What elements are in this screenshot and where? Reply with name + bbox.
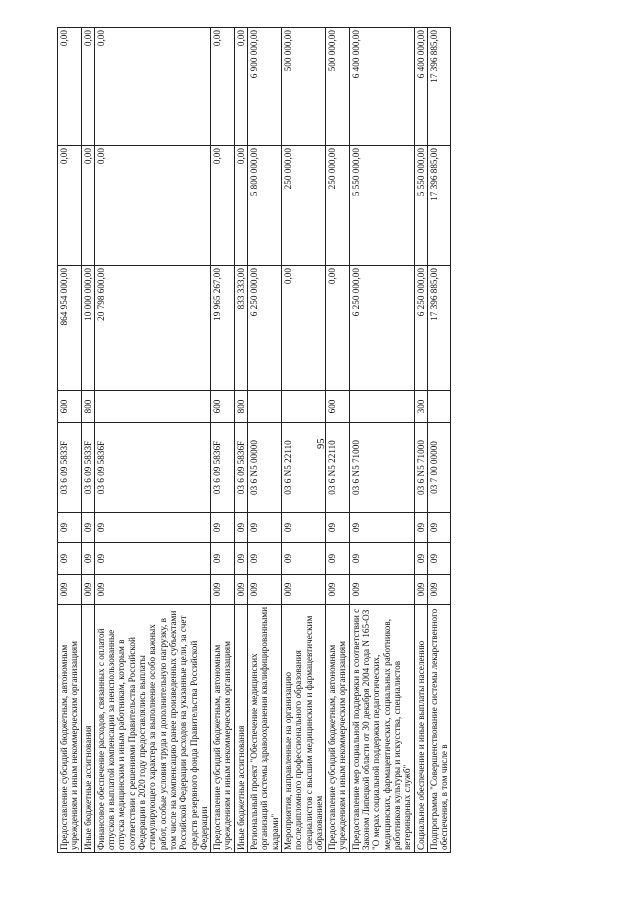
row-sum-2022-cell: 0,00	[81, 146, 94, 266]
row-sum-2021-cell: 864 954 000,00	[58, 266, 82, 391]
row-pr-cell: 09	[427, 513, 451, 543]
row-csr-cell: 03 6 N5 22110	[326, 423, 350, 513]
row-pr-cell: 09	[58, 513, 82, 543]
row-sum-2022-cell: 250 000,00	[326, 146, 350, 266]
row-gr-cell: 009	[427, 575, 451, 605]
row-sum-2022-cell: 0,00	[234, 146, 247, 266]
row-gr-cell: 009	[94, 575, 210, 605]
table-row	[234, 28, 247, 853]
row-name-cell: Социальное обеспечение и иные выплаты населению	[414, 605, 427, 853]
row-vr-cell	[248, 391, 282, 423]
row-gr-cell: 009	[211, 575, 235, 605]
row-vr-cell	[427, 391, 451, 423]
table-row	[326, 28, 350, 853]
page-number: 95	[316, 438, 327, 449]
row-rz-cell: 09	[58, 543, 82, 575]
row-sum-2021-cell: 6 250 000,00	[414, 266, 427, 391]
row-pr-cell: 09	[281, 513, 325, 543]
row-sum-2023-cell: 6 400 000,00	[414, 28, 427, 146]
row-sum-2021-cell: 19 965 267,00	[211, 266, 235, 391]
row-sum-2023-cell: 6 900 000,00	[248, 28, 282, 146]
table-row	[58, 28, 82, 853]
row-sum-2022-cell: 17 396 885,00	[427, 146, 451, 266]
budget-table	[57, 27, 451, 853]
table-row	[414, 28, 427, 853]
row-name-cell: Предоставление субсидий бюджетным, автономным учреждениям и иным некоммерческим организациям	[211, 605, 235, 853]
row-sum-2022-cell: 5 800 000,00	[248, 146, 282, 266]
row-sum-2021-cell: 6 250 000,00	[349, 266, 414, 391]
row-gr-cell: 009	[326, 575, 350, 605]
row-pr-cell: 09	[414, 513, 427, 543]
row-sum-2023-cell: 0,00	[94, 28, 210, 146]
row-csr-cell: 03 6 09 5833F	[58, 423, 82, 513]
row-csr-cell: 03 6 N5 22110	[281, 423, 325, 513]
row-gr-cell: 009	[414, 575, 427, 605]
table-row	[349, 28, 414, 853]
row-pr-cell: 09	[349, 513, 414, 543]
row-rz-cell: 09	[326, 543, 350, 575]
row-sum-2023-cell: 0,00	[58, 28, 82, 146]
row-gr-cell: 009	[248, 575, 282, 605]
row-csr-cell: 03 6 N5 71000	[414, 423, 427, 513]
row-gr-cell: 009	[281, 575, 325, 605]
row-pr-cell: 09	[248, 513, 282, 543]
row-name-cell: Иные бюджетные ассигнования	[81, 605, 94, 853]
row-rz-cell: 09	[248, 543, 282, 575]
row-rz-cell: 09	[94, 543, 210, 575]
row-csr-cell: 03 6 N5 00000	[248, 423, 282, 513]
row-sum-2023-cell: 0,00	[81, 28, 94, 146]
row-pr-cell: 09	[234, 513, 247, 543]
row-vr-cell: 600	[211, 391, 235, 423]
row-gr-cell: 009	[58, 575, 82, 605]
row-pr-cell: 09	[94, 513, 210, 543]
row-vr-cell: 800	[234, 391, 247, 423]
table-row	[94, 28, 210, 853]
row-vr-cell: 300	[414, 391, 427, 423]
budget-table-wrapper	[57, 28, 581, 853]
row-gr-cell: 009	[234, 575, 247, 605]
row-vr-cell	[94, 391, 210, 423]
row-sum-2023-cell: 500 000,00	[281, 28, 325, 146]
row-rz-cell: 09	[234, 543, 247, 575]
row-sum-2022-cell: 250 000,00	[281, 146, 325, 266]
row-vr-cell: 600	[326, 391, 350, 423]
row-sum-2021-cell: 17 396 885,00	[427, 266, 451, 391]
row-sum-2023-cell: 0,00	[234, 28, 247, 146]
row-name-cell: Предоставление субсидий бюджетным, автономным учреждениям и иным некоммерческим организациям	[58, 605, 82, 853]
row-name-cell: Подпрограмма "Совершенствование системы лекарственного обеспечения, в том числе в	[427, 605, 451, 853]
row-pr-cell: 09	[211, 513, 235, 543]
row-sum-2021-cell: 0,00	[326, 266, 350, 391]
row-name-cell: Предоставление мер социальной поддержки в соответствии с Законом Липецкой области от 30 декабря 2004 года N 165-ОЗ "О мерах социальной поддержки педагогических, медицинских, фармацевтических, социальных работников, работников культуры и искусства, специалистов ветеринарных служб"	[349, 605, 414, 853]
row-csr-cell: 03 6 N5 71000	[349, 423, 414, 513]
row-name-cell: Региональный проект "Обеспечение медицинских организаций системы здравоохранения квалифицированными кадрами"	[248, 605, 282, 853]
row-sum-2021-cell: 20 798 600,00	[94, 266, 210, 391]
row-csr-cell: 03 6 09 5836F	[234, 423, 247, 513]
row-sum-2022-cell: 0,00	[211, 146, 235, 266]
row-pr-cell: 09	[81, 513, 94, 543]
row-gr-cell: 009	[81, 575, 94, 605]
row-sum-2021-cell: 10 000 000,00	[81, 266, 94, 391]
table-row	[211, 28, 235, 853]
budget-table-body	[58, 28, 451, 853]
row-sum-2023-cell: 6 400 000,00	[349, 28, 414, 146]
row-vr-cell	[281, 391, 325, 423]
row-sum-2022-cell: 5 550 000,00	[414, 146, 427, 266]
row-csr-cell: 03 6 09 5836F	[211, 423, 235, 513]
row-csr-cell: 03 7 00 00000	[427, 423, 451, 513]
row-vr-cell: 800	[81, 391, 94, 423]
row-rz-cell: 09	[81, 543, 94, 575]
row-rz-cell: 09	[427, 543, 451, 575]
row-csr-cell: 03 6 09 5836F	[94, 423, 210, 513]
row-name-cell: Иные бюджетные ассигнования	[234, 605, 247, 853]
table-row	[427, 28, 451, 853]
row-name-cell: Финансовое обеспечение расходов, связанных с оплатой отпусков и выплатой компенсации за неиспользованные отпуска медицинским и иным работникам, которым в соответствии с решениями Правительства Российской Федерации в 2020 году предоставлялись выплаты стимулирующего характера за выполнение особо важных работ, особые условия труда и дополнительную нагрузку, в том числе на компенсацию ранее произведенных субъектами Российской Федерации расходов на указанные цели, за счет средств резервного фонда Правительства Российской Федерации	[94, 605, 210, 853]
row-sum-2023-cell: 0,00	[211, 28, 235, 146]
row-rz-cell: 09	[414, 543, 427, 575]
row-sum-2021-cell: 6 250 000,00	[248, 266, 282, 391]
row-vr-cell	[349, 391, 414, 423]
row-gr-cell: 009	[349, 575, 414, 605]
row-sum-2022-cell: 5 550 000,00	[349, 146, 414, 266]
row-rz-cell: 09	[349, 543, 414, 575]
row-rz-cell: 09	[281, 543, 325, 575]
row-sum-2023-cell: 500 000,00	[326, 28, 350, 146]
row-name-cell: Мероприятия, направленные на организацию последипломного профессионального образования специалистов с высшим медицинским и фармацевтическим образованием	[281, 605, 325, 853]
row-sum-2021-cell: 0,00	[281, 266, 325, 391]
row-csr-cell: 03 6 09 5833F	[81, 423, 94, 513]
row-sum-2021-cell: 833 333,00	[234, 266, 247, 391]
row-sum-2022-cell: 0,00	[58, 146, 82, 266]
row-vr-cell: 600	[58, 391, 82, 423]
table-row	[281, 28, 325, 853]
row-sum-2022-cell: 0,00	[94, 146, 210, 266]
row-name-cell: Предоставление субсидий бюджетным, автономным учреждениям и иным некоммерческим организациям	[326, 605, 350, 853]
row-rz-cell: 09	[211, 543, 235, 575]
table-row	[248, 28, 282, 853]
row-sum-2023-cell: 17 396 885,00	[427, 28, 451, 146]
row-pr-cell: 09	[326, 513, 350, 543]
table-row	[81, 28, 94, 853]
